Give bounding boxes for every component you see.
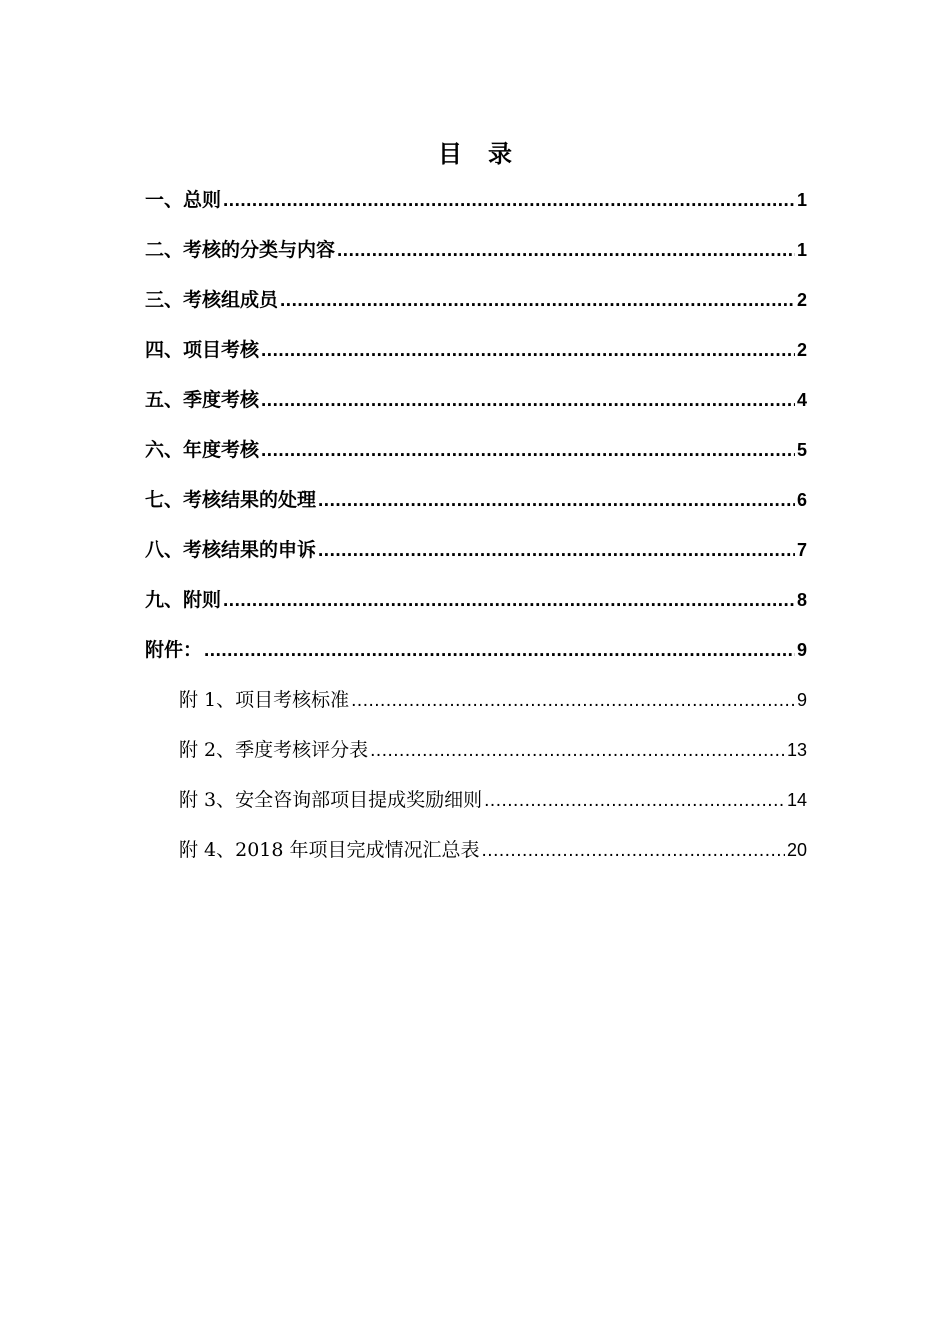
toc-entry[interactable] — [145, 536, 807, 586]
toc-entry-page: 6 — [796, 490, 807, 510]
toc-subentry-label: 附 4、2018 年项目完成情况汇总表 — [179, 839, 480, 861]
toc-entry[interactable] — [145, 336, 807, 386]
toc-entry-label: 六、年度考核 — [145, 439, 260, 461]
toc-entry-label: 五、季度考核 — [145, 389, 260, 411]
toc-entry-label: 一、总则 — [145, 189, 222, 211]
toc-entry-label: 九、附则 — [145, 589, 222, 611]
toc-entry-page: 9 — [796, 640, 807, 660]
toc-subentry-page: 13 — [786, 740, 807, 760]
toc-entry-page: 5 — [796, 440, 807, 460]
toc-subentry-label: 附 3、安全咨询部项目提成奖励细则 — [179, 789, 483, 811]
toc-subentry-page: 20 — [786, 840, 807, 860]
toc-subentry-page: 14 — [786, 790, 807, 810]
toc-subentry-label: 附 1、项目考核标准 — [179, 689, 350, 711]
toc-dot-leader — [204, 637, 795, 665]
toc-entry-page: 7 — [796, 540, 807, 560]
toc-dot-leader — [484, 787, 785, 815]
toc-entry[interactable] — [145, 386, 807, 436]
toc-dot-leader — [261, 437, 795, 465]
toc-dot-leader — [482, 837, 785, 865]
toc-title: 目录 — [438, 140, 538, 168]
toc-entry-page: 4 — [796, 390, 807, 410]
toc-entry[interactable] — [145, 586, 807, 636]
toc-entry-page: 1 — [796, 190, 807, 210]
toc-entry-page: 1 — [796, 240, 807, 260]
toc-entry[interactable] — [145, 236, 807, 286]
toc-entry-label: 附件： — [145, 639, 203, 661]
toc-entry-page: 2 — [796, 290, 807, 310]
toc-dot-leader — [223, 587, 795, 615]
toc-entry[interactable] — [145, 286, 807, 336]
toc-entry[interactable] — [145, 436, 807, 486]
toc-entry-page: 8 — [796, 590, 807, 610]
toc-list — [145, 186, 807, 886]
toc-entry-label: 八、考核结果的申诉 — [145, 539, 317, 561]
toc-subentry-page: 9 — [796, 690, 807, 710]
toc-entry-label: 四、项目考核 — [145, 339, 260, 361]
toc-entry-label: 二、考核的分类与内容 — [145, 239, 336, 261]
toc-dot-leader — [318, 537, 795, 565]
toc-dot-leader — [318, 487, 795, 515]
toc-entry-label: 三、考核组成员 — [145, 289, 279, 311]
toc-subentry[interactable] — [145, 786, 807, 836]
toc-entry-label: 七、考核结果的处理 — [145, 489, 317, 511]
toc-dot-leader — [261, 337, 795, 365]
toc-dot-leader — [351, 687, 795, 715]
toc-subentry[interactable] — [145, 736, 807, 786]
toc-subentry[interactable] — [145, 836, 807, 886]
toc-subentry[interactable] — [145, 686, 807, 736]
toc-entry-page: 2 — [796, 340, 807, 360]
toc-entry[interactable] — [145, 636, 807, 686]
toc-subentry-label: 附 2、季度考核评分表 — [179, 739, 369, 761]
toc-entry[interactable] — [145, 486, 807, 536]
toc-dot-leader — [370, 737, 785, 765]
toc-dot-leader — [337, 237, 795, 265]
toc-entry[interactable] — [145, 186, 807, 236]
toc-dot-leader — [223, 187, 795, 215]
toc-dot-leader — [280, 287, 795, 315]
toc-dot-leader — [261, 387, 795, 415]
